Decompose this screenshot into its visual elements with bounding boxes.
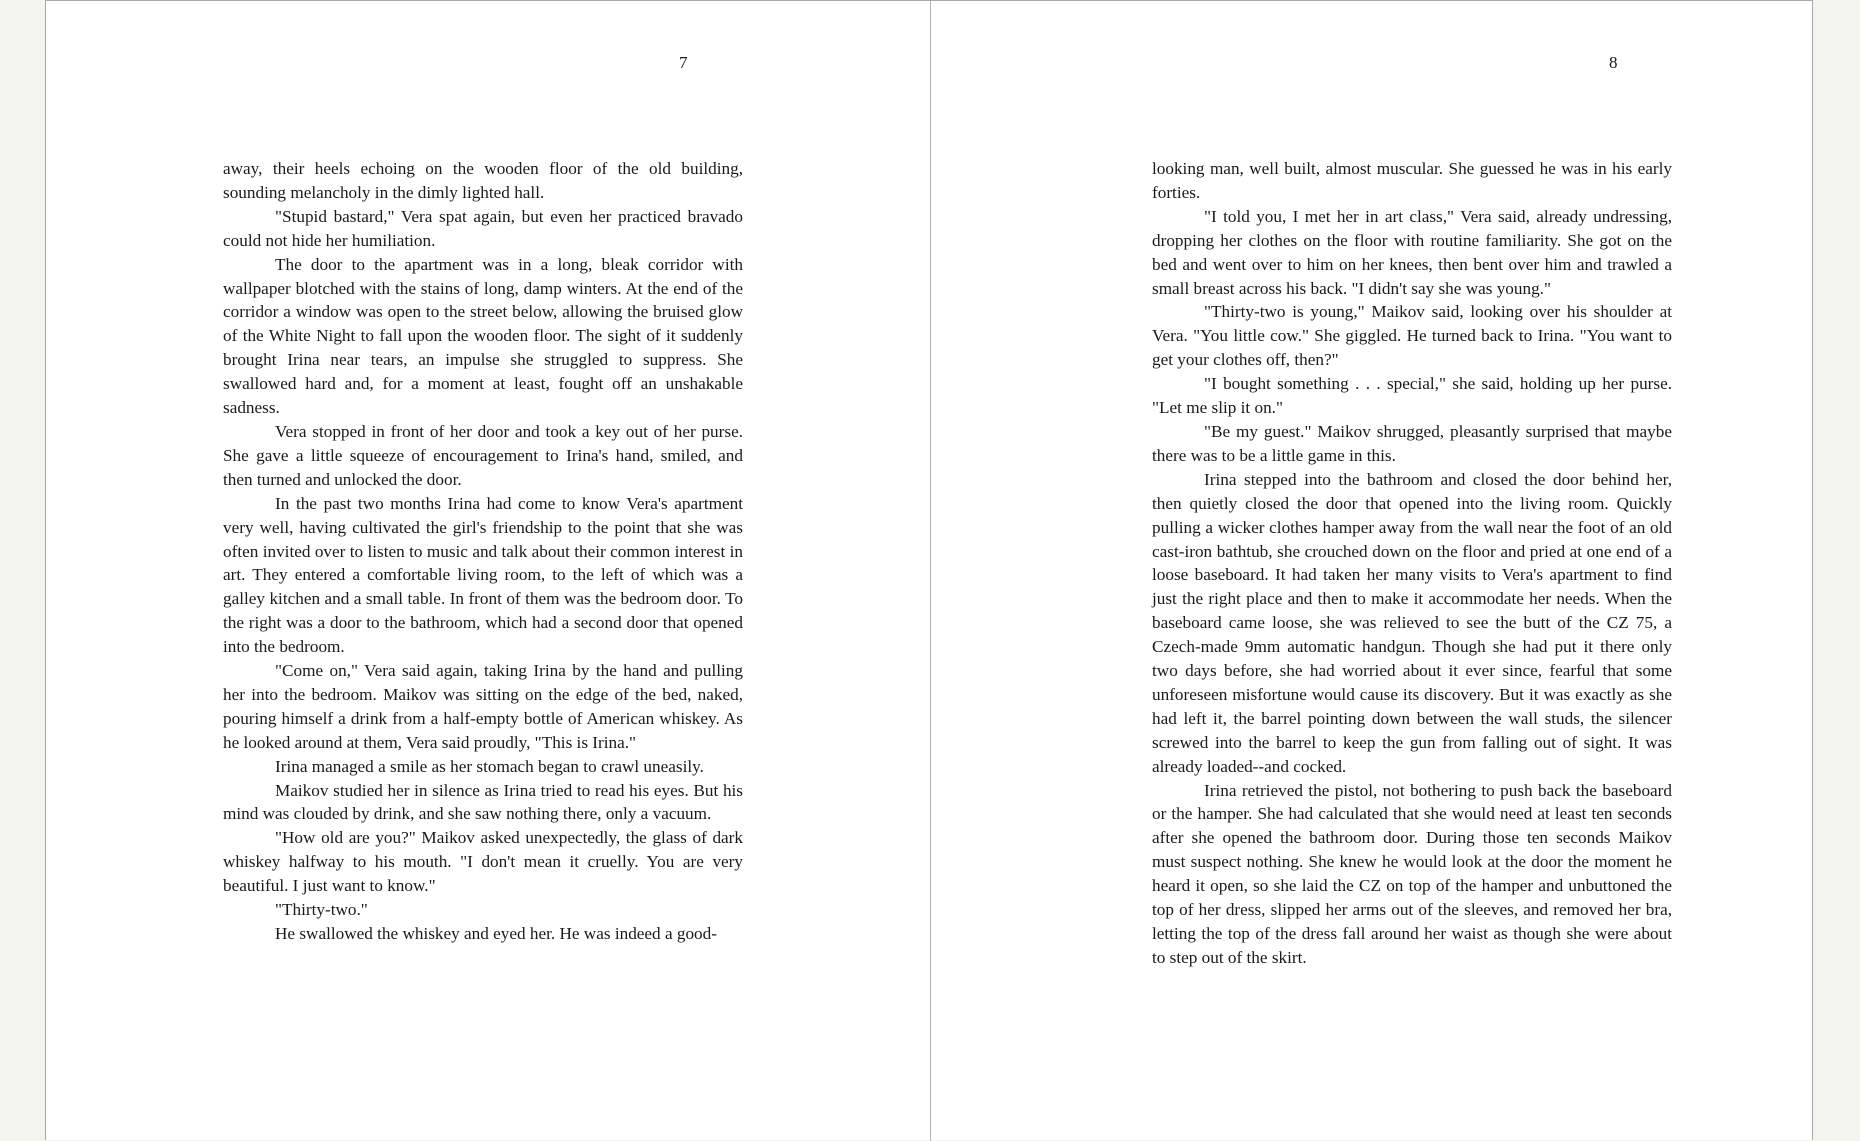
- paragraph: The door to the apartment was in a long, bleak corridor with wallpaper blotched with the stains of long, damp winters. At the end of the corridor a window was open to the street below, allowing the bruised glow of the White Night to fall upon the wooden floor. The sight of it suddenly brought Irina near tears, an impulse she struggled to suppress. She swallowed hard and, for a moment at least, fought off an unshakable sadness.: [223, 254, 743, 418]
- paragraph: away, their heels echoing on the wooden floor of the old building, sounding melancholy in the dimly lighted hall.: [223, 159, 743, 202]
- paragraph: Vera stopped in front of her door and took a key out of her purse. She gave a little squeeze of encouragement to Irina's hand, smiled, and then turned and unlocked the door.: [223, 421, 743, 489]
- paragraph: looking man, well built, almost muscular. She guessed he was in his early forties.: [1152, 159, 1672, 202]
- page-number: 8: [1609, 53, 1618, 72]
- page-text: [223, 157, 743, 946]
- paragraph: "Be my guest." Maikov shrugged, pleasantly surprised that maybe there was to be a little game in this.: [1152, 421, 1672, 465]
- paragraph: In the past two months Irina had come to know Vera's apartment very well, having cultivated the girl's friendship to the point that she was often invited over to listen to music and talk about their common interest in art. They entered a comfortable living room, to the left of which was a galley kitchen and a small table. In front of them was the bedroom door. To the right was a door to the bathroom, which had a second door that opened into the bedroom.: [223, 493, 743, 657]
- paragraph: "Come on," Vera said again, taking Irina by the hand and pulling her into the bedroom. Maikov was sitting on the edge of the bed, naked, pouring himself a drink from a half-empty bottle of American whiskey. As he looked around at them, Vera said proudly, "This is Irina.": [223, 661, 743, 752]
- page-number: 7: [679, 53, 688, 72]
- right-page: [931, 1, 1815, 1141]
- paragraph: "I bought something . . . special," she said, holding up her purse. "Let me slip it on.": [1152, 374, 1672, 418]
- paragraph: "Stupid bastard," Vera spat again, but even her practiced bravado could not hide her humiliation.: [223, 206, 743, 250]
- paragraph: "I told you, I met her in art class," Vera said, already undressing, dropping her clothes on the floor with routine familiarity. She got on the bed and went over to him on her knees, then bent over him and trawled a small breast across his back. "I didn't say she was young.": [1152, 206, 1672, 298]
- paragraph: Maikov studied her in silence as Irina tried to read his eyes. But his mind was clouded by drink, and she saw nothing there, only a vacuum.: [223, 780, 743, 824]
- paragraph: "Thirty-two.": [275, 900, 368, 920]
- paragraph: Irina stepped into the bathroom and closed the door behind her, then quietly closed the door that opened into the living room. Quickly pulling a wicker clothes hamper away from the wall near the foot of an old cast-iron bathtub, she crouched down on the floor and pried at one end of a loose baseboard. It had taken her many visits to Vera's apartment to find just the right place and then to make it accommodate her needs. When the baseboard came loose, she was relieved to see the butt of the CZ 75, a Czech-made 9mm automatic handgun. Though she had put it there only two days before, she had worried about it ever since, fearful that some unforeseen misfortune would cause its discovery. But it was exactly as she had left it, the barrel pointing down between the wall studs, the silencer screwed into the barrel to keep the gun from falling out of sight. It was already loaded--and cocked.: [1152, 469, 1672, 776]
- paragraph: "Thirty-two is young," Maikov said, looking over his shoulder at Vera. "You little cow." She giggled. He turned back to Irina. "You want to get your clothes off, then?": [1152, 302, 1672, 370]
- paragraph: He swallowed the whiskey and eyed her. He was indeed a good-: [275, 924, 717, 943]
- paragraph: Irina managed a smile as her stomach began to crawl uneasily.: [275, 756, 704, 776]
- book-spread: [45, 0, 1813, 1140]
- page-text: [1152, 157, 1672, 970]
- left-page: [46, 1, 930, 1141]
- paragraph: "How old are you?" Maikov asked unexpectedly, the glass of dark whiskey halfway to his mouth. "I don't mean it cruelly. You are very beautiful. I just want to know.": [223, 828, 743, 896]
- paragraph: Irina retrieved the pistol, not bothering to push back the baseboard or the hamper. She had calculated that she would need at least ten seconds after she opened the bathroom door. During those ten seconds Maikov must suspect nothing. She knew he would look at the door the moment he heard it open, so she laid the CZ on top of the hamper and unbuttoned the top of her dress, slipped her arms out of the sleeves, and removed her bra, letting the top of the dress fall around her waist as though she were about to step out of the skirt.: [1152, 780, 1672, 967]
